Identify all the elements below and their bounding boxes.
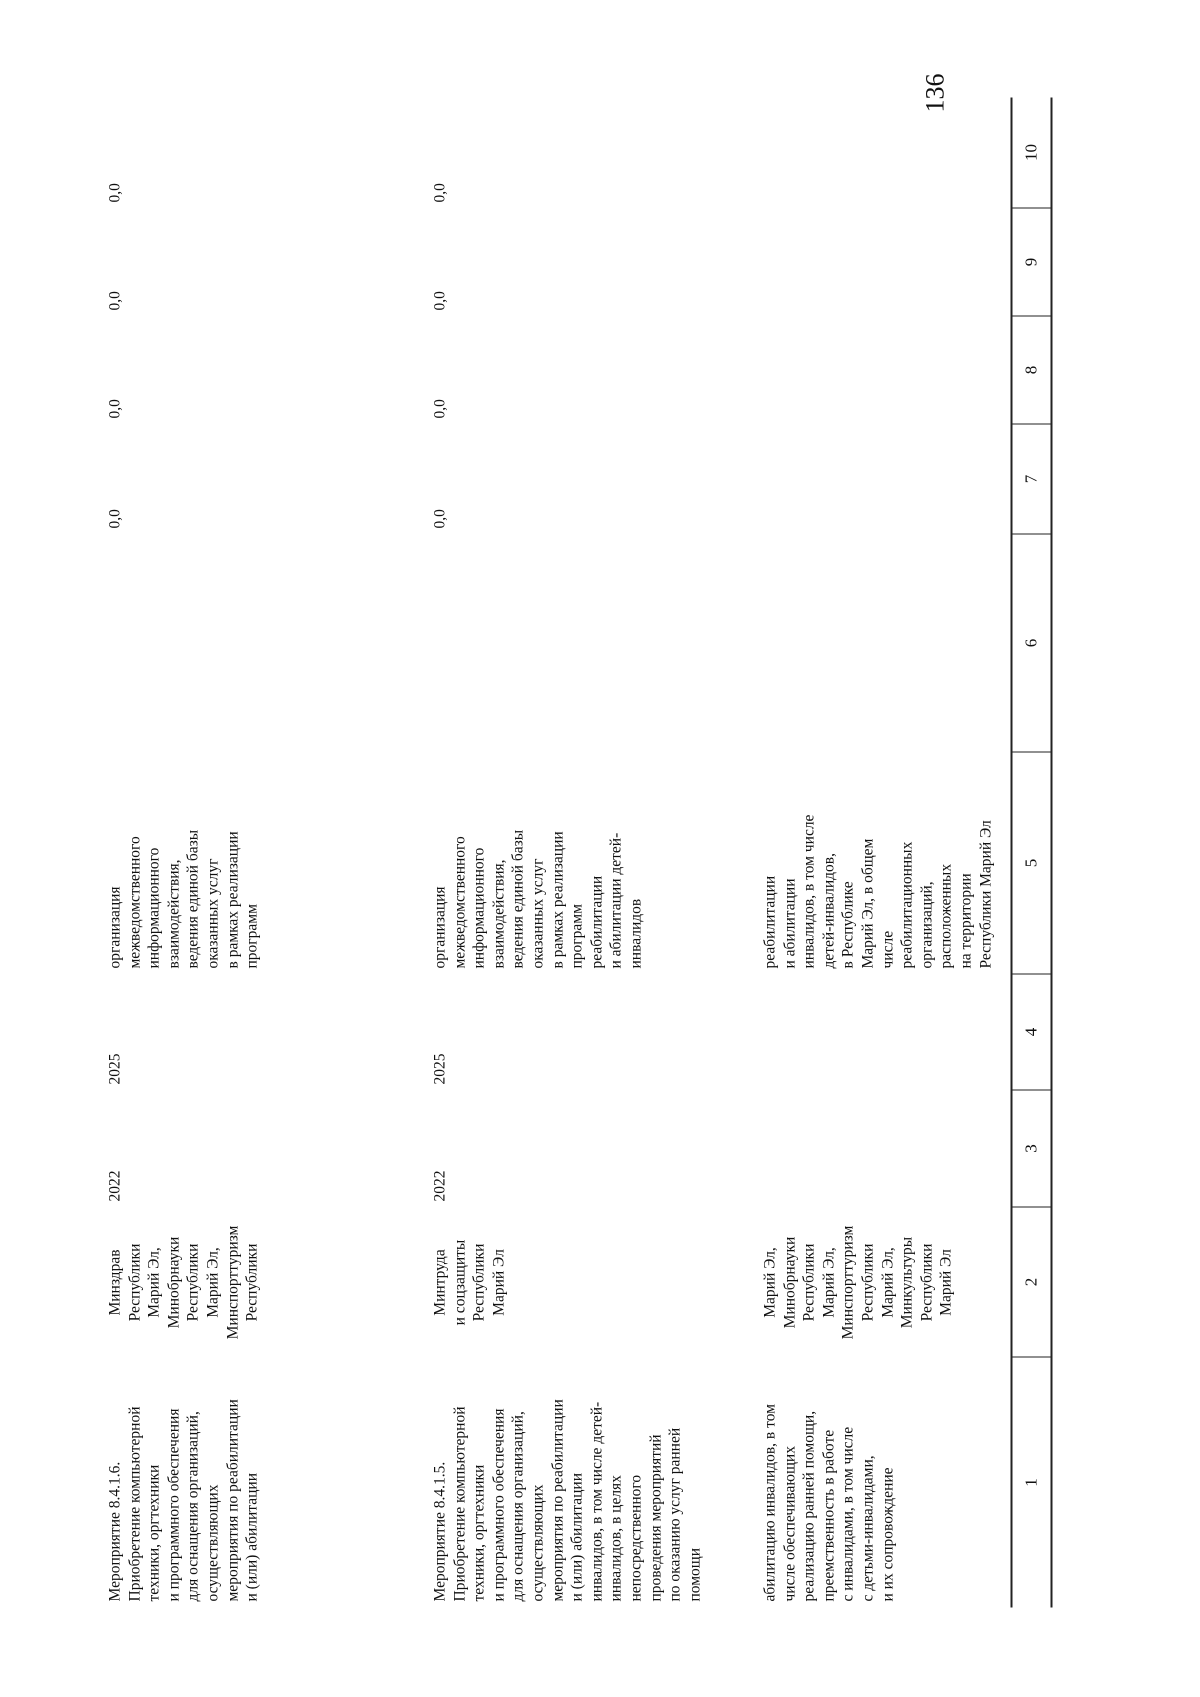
header-cell-7: 7 (1013, 425, 1051, 535)
cell-line: Марий Эл, (761, 1247, 779, 1318)
cell-line: Республики (859, 1243, 877, 1322)
cell-line: Марий Эл (490, 1249, 508, 1316)
page-number: 136 (920, 73, 950, 113)
cell-line: информационного (470, 847, 488, 969)
cell-line: взаимодействия, (165, 859, 183, 969)
cell-line: Марий Эл, (204, 1247, 222, 1318)
cell-line: ведения единой базы (184, 829, 202, 969)
cell-line: межведомственного (126, 836, 144, 969)
cell-line: в рамках реализации (224, 831, 242, 969)
cell-line: расположенных (937, 863, 955, 969)
cell-line: реабилитации (761, 875, 779, 969)
cell-line: программ (568, 904, 586, 969)
cell-line: техники, оргтехники (145, 1464, 163, 1602)
cell-line: для оснащения организаций, (509, 1411, 527, 1602)
cell-line: Мероприятие 8.4.1.6. (106, 1461, 124, 1602)
cell-line: с инвалидами, в том числе (839, 1426, 857, 1602)
cell-line: Марий Эл, (820, 1247, 838, 1318)
cell-line: для оснащения организаций, (184, 1411, 202, 1602)
cell-line: и абилитации (781, 878, 799, 969)
cell-line: в Республике (839, 881, 857, 969)
cell-line: Минспорттуризм (839, 1225, 857, 1340)
cell-line: проведения мероприятий (647, 1434, 665, 1602)
cell-line: и программного обеспечения (490, 1408, 508, 1602)
cell-line: оказанных услуг (529, 858, 547, 969)
cell-line: техники, оргтехники (470, 1464, 488, 1602)
header-cell-10: 10 (1013, 98, 1051, 209)
cell-line: оказанных услуг (204, 858, 222, 969)
cell-line: и соцзащиты (451, 1239, 469, 1326)
cell-line: мероприятия по реабилитации (549, 1399, 567, 1602)
header-cell-9: 9 (1013, 209, 1051, 317)
row-2-col7: 0,0 (431, 509, 449, 529)
cell-line: в рамках реализации (549, 831, 567, 969)
row-3-col3: 2022 (106, 1170, 124, 1202)
header-cell-5: 5 (1013, 753, 1051, 975)
row-3-col10: 0,0 (106, 183, 124, 203)
row-3-col1 (106, 1364, 263, 1602)
row-2-col2 (431, 1214, 509, 1352)
cell-line: взаимодействия, (490, 859, 508, 969)
cell-line: детей-инвалидов, (820, 853, 838, 969)
rotated-table-sheet (81, 51, 1121, 1646)
cell-line: преемственность в работе (820, 1429, 838, 1602)
row-2-col9: 0,0 (431, 291, 449, 311)
cell-line: и их сопровождение (879, 1467, 897, 1602)
header-cell-6: 6 (1013, 535, 1051, 753)
cell-line: на территории (957, 873, 975, 969)
cell-line: организация (106, 886, 124, 969)
cell-line: по оказанию услуг ранней (666, 1427, 684, 1602)
cell-line: реализацию ранней помощи, (800, 1410, 818, 1602)
cell-line: помощи (686, 1547, 704, 1602)
cell-line: ведения единой базы (509, 829, 527, 969)
header-cell-2: 2 (1013, 1208, 1051, 1358)
row-3-col9: 0,0 (106, 291, 124, 311)
row-2-col8: 0,0 (431, 399, 449, 419)
cell-line: Республики (800, 1243, 818, 1322)
cell-line: абилитацию инвалидов, в том (761, 1404, 779, 1602)
cell-line: осуществляющих (204, 1484, 222, 1602)
cell-line: организация (431, 886, 449, 969)
row-2-col5 (431, 759, 647, 969)
cell-line: Минздрав (106, 1249, 124, 1316)
header-cell-1: 1 (1021, 1478, 1041, 1487)
cell-line: Республики (126, 1243, 144, 1322)
cell-line: инвалидов, в целях (607, 1475, 625, 1602)
row-1-col2 (761, 1214, 957, 1352)
row-2-col3: 2022 (431, 1170, 449, 1202)
cell-line: мероприятия по реабилитации (224, 1399, 242, 1602)
cell-line: инвалидов, в том числе (800, 814, 818, 969)
cell-line: и (или) абилитации (243, 1472, 261, 1602)
row-3-col8: 0,0 (106, 399, 124, 419)
header-cell-8: 8 (1013, 317, 1051, 425)
cell-line: числе (879, 930, 897, 969)
cell-line: реабилитации (588, 875, 606, 969)
row-3-col5 (106, 759, 263, 969)
cell-line: осуществляющих (529, 1484, 547, 1602)
table-header-row (1011, 98, 1053, 1608)
cell-line: Минкультуры (898, 1236, 916, 1329)
cell-line: Приобретение компьютерной (126, 1406, 144, 1602)
row-3-col7: 0,0 (106, 509, 124, 529)
cell-line: Марий Эл, (879, 1247, 897, 1318)
header-cell-3: 3 (1013, 1091, 1051, 1208)
cell-line: Республики (184, 1243, 202, 1322)
cell-line: инвалидов (627, 898, 645, 969)
cell-line: инвалидов, в том числе детей- (588, 1401, 606, 1602)
cell-line: Мероприятие 8.4.1.5. (431, 1461, 449, 1602)
cell-line: межведомственного (451, 836, 469, 969)
cell-line: Республики (470, 1243, 488, 1322)
cell-line: Минспорттуризм (224, 1225, 242, 1340)
row-1-col1 (761, 1364, 898, 1602)
cell-line: Минобрнауки (165, 1236, 183, 1329)
cell-line: и абилитации детей- (607, 832, 625, 969)
cell-line: реабилитационных (898, 841, 916, 969)
cell-line: Республики (918, 1243, 936, 1322)
row-2-col1 (431, 1364, 705, 1602)
cell-line: Республики (243, 1243, 261, 1322)
cell-line: числе обеспечивающих (781, 1446, 799, 1602)
row-3-col4: 2025 (106, 1053, 124, 1085)
cell-line: информационного (145, 847, 163, 969)
cell-line: и программного обеспечения (165, 1408, 183, 1602)
cell-line: с детьми-инвалидами, (859, 1455, 877, 1602)
cell-line: Республики Марий Эл (977, 820, 995, 969)
row-1-col5 (761, 759, 996, 969)
cell-line: Марий Эл, (145, 1247, 163, 1318)
row-2-col4: 2025 (431, 1053, 449, 1085)
header-cell-4: 4 (1013, 975, 1051, 1091)
cell-line: Марий Эл (937, 1249, 955, 1316)
cell-line: Приобретение компьютерной (451, 1406, 469, 1602)
cell-line: программ (243, 904, 261, 969)
row-2-col10: 0,0 (431, 183, 449, 203)
cell-line: организаций, (918, 881, 936, 969)
cell-line: и (или) абилитации (568, 1472, 586, 1602)
cell-line: Минтруда (431, 1249, 449, 1316)
cell-line: Минобрнауки (781, 1236, 799, 1329)
cell-line: непосредственного (627, 1474, 645, 1602)
row-3-col2 (106, 1214, 263, 1352)
cell-line: Марий Эл, в общем (859, 838, 877, 969)
